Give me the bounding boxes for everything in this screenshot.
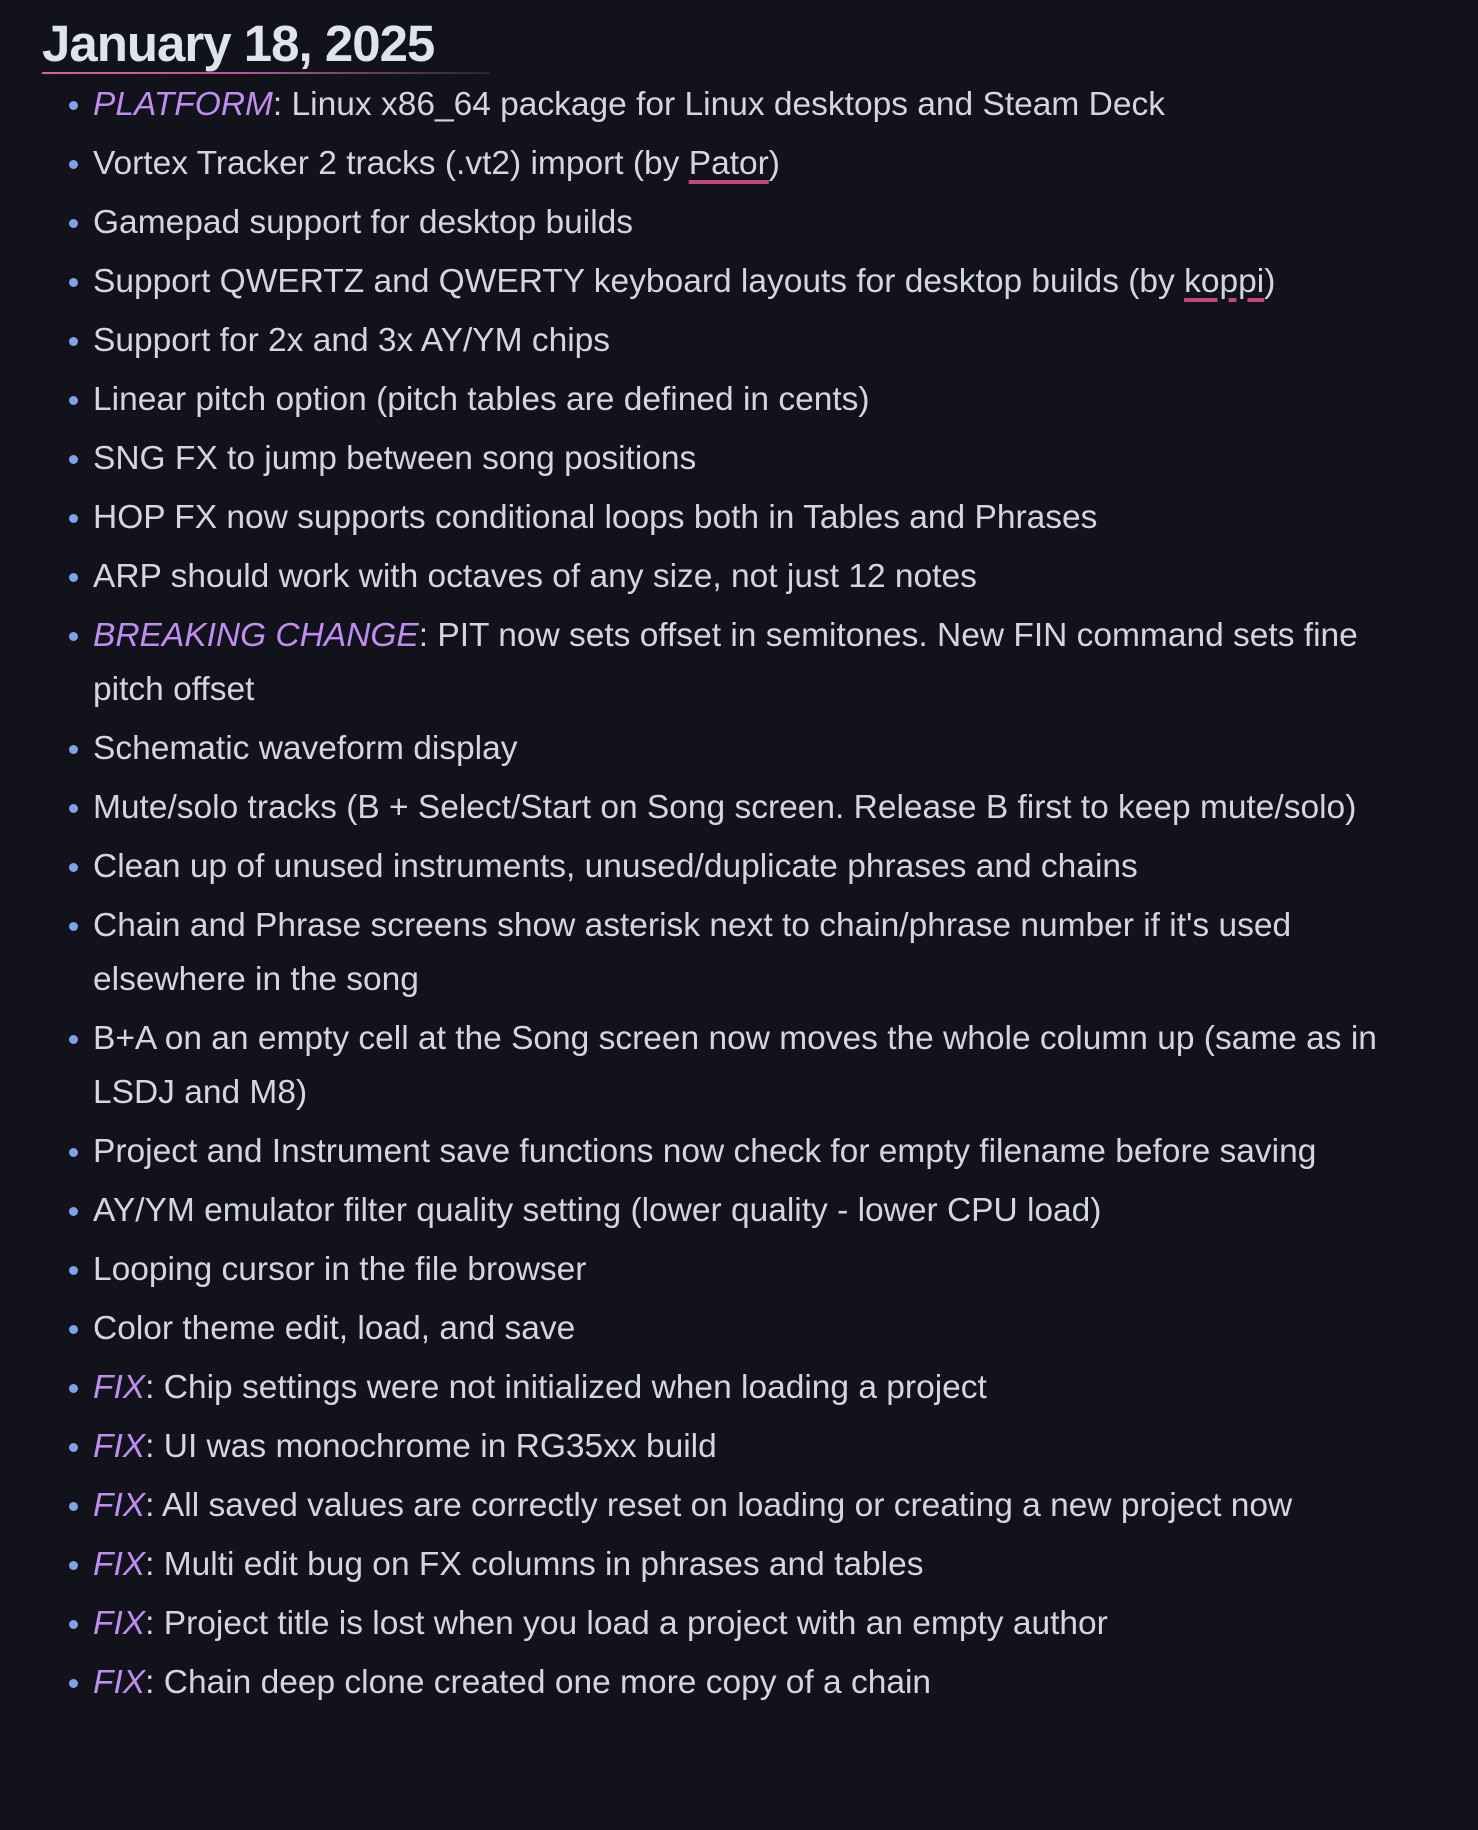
release-note-item: [93, 196, 1432, 250]
note-text: Project and Instrument save functions now check for empty filename before saving: [93, 1133, 1317, 1171]
note-text: Multi edit bug on FX columns in phrases and tables: [163, 1546, 924, 1584]
note-text: Project title is lost when you load a project with an empty author: [163, 1605, 1108, 1643]
release-note-item: [93, 1538, 1432, 1592]
release-note-item: [93, 314, 1432, 368]
note-text: All saved values are correctly reset on loading or creating a new project now: [161, 1487, 1293, 1525]
heading-underline: [42, 72, 490, 74]
release-note-item: [93, 1420, 1432, 1474]
release-note-item: [93, 1361, 1432, 1415]
release-note-item: [93, 432, 1432, 486]
note-text: UI was monochrome in RG35xx build: [163, 1428, 717, 1466]
note-text: ARP should work with octaves of any size, not just 12 notes: [93, 558, 977, 596]
note-text-suffix: ): [768, 145, 780, 183]
release-note-item: [93, 491, 1432, 545]
release-note-item: [93, 137, 1432, 191]
release-note-item: [93, 550, 1432, 604]
release-note-item: [93, 1012, 1432, 1120]
release-note-item: [93, 1243, 1432, 1297]
note-tag: PLATFORM: [93, 86, 273, 124]
note-text: Linear pitch option (pitch tables are defined in cents): [93, 381, 870, 419]
note-tag-separator: :: [145, 1369, 164, 1407]
note-tag: FIX: [93, 1369, 146, 1407]
release-date-heading: [42, 15, 435, 74]
note-text: Looping cursor in the file browser: [93, 1251, 587, 1289]
note-text: Clean up of unused instruments, unused/duplicate phrases and chains: [93, 848, 1138, 886]
release-note-item: [93, 609, 1432, 717]
note-text: Vortex Tracker 2 tracks (.vt2) import (by: [93, 145, 689, 183]
note-text: Color theme edit, load, and save: [93, 1310, 576, 1348]
note-tag: FIX: [93, 1487, 146, 1525]
note-text: Linux x86_64 package for Linux desktops and Steam Deck: [291, 86, 1165, 124]
note-text: Support for 2x and 3x AY/YM chips: [93, 322, 611, 360]
note-tag: FIX: [93, 1428, 146, 1466]
note-tag-separator: :: [145, 1428, 164, 1466]
contributor-link[interactable]: koppi: [1184, 263, 1265, 301]
release-note-item: [93, 255, 1432, 309]
note-text: AY/YM emulator filter quality setting (lower quality - lower CPU load): [93, 1192, 1102, 1230]
note-tag-separator: :: [145, 1487, 162, 1525]
note-text: Mute/solo tracks (B + Select/Start on Song screen. Release B first to keep mute/solo): [93, 789, 1357, 827]
release-note-item: [93, 722, 1432, 776]
release-date-text: January 18, 2025: [42, 15, 435, 72]
note-text: PIT now sets offset in semitones. New FIN command sets fine pitch offset: [93, 617, 1358, 709]
note-tag-separator: :: [272, 86, 292, 124]
note-text: B+A on an empty cell at the Song screen now moves the whole column up (same as in LSDJ and M8): [93, 1020, 1377, 1112]
note-text: HOP FX now supports conditional loops both in Tables and Phrases: [93, 499, 1098, 537]
release-note-item: [93, 1184, 1432, 1238]
note-tag: FIX: [93, 1605, 146, 1643]
note-text: Support QWERTZ and QWERTY keyboard layouts for desktop builds (by: [93, 263, 1185, 301]
release-note-item: [93, 899, 1432, 1007]
note-tag-separator: :: [145, 1664, 164, 1702]
release-note-item: [93, 840, 1432, 894]
note-text: Schematic waveform display: [93, 730, 518, 768]
note-tag-separator: :: [145, 1605, 164, 1643]
release-note-item: [93, 1597, 1432, 1651]
release-notes-list: [42, 78, 1432, 1710]
note-tag-separator: :: [418, 617, 438, 655]
release-note-item: [93, 1479, 1432, 1533]
release-note-item: [93, 781, 1432, 835]
note-text: SNG FX to jump between song positions: [93, 440, 697, 478]
note-tag-separator: :: [145, 1546, 164, 1584]
release-note-item: [93, 78, 1432, 132]
note-tag: FIX: [93, 1664, 146, 1702]
note-text: Chain and Phrase screens show asterisk next to chain/phrase number if it's used elsewhere in the song: [93, 907, 1292, 999]
release-note-item: [93, 1302, 1432, 1356]
note-text-suffix: ): [1264, 263, 1276, 301]
release-note-item: [93, 373, 1432, 427]
note-text: Chip settings were not initialized when loading a project: [163, 1369, 987, 1407]
release-note-item: [93, 1656, 1432, 1710]
note-tag: FIX: [93, 1546, 146, 1584]
note-text: Chain deep clone created one more copy of a chain: [163, 1664, 932, 1702]
note-text: Gamepad support for desktop builds: [93, 204, 634, 242]
release-note-item: [93, 1125, 1432, 1179]
contributor-link[interactable]: Pator: [688, 145, 769, 183]
note-tag: BREAKING CHANGE: [93, 617, 419, 655]
